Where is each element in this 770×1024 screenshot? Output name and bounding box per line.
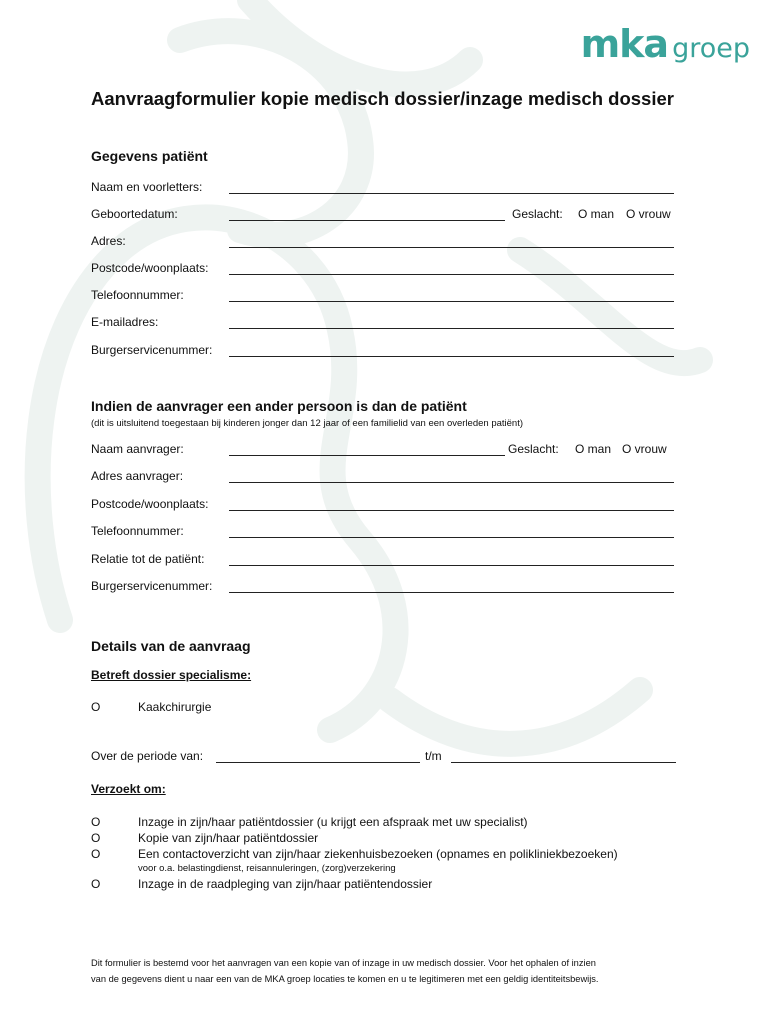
patient-gender-woman-option[interactable]: O vrouw: [626, 207, 671, 221]
label-requester-address: Adres aanvrager:: [91, 469, 184, 483]
logo-mka: mka: [580, 22, 669, 66]
period-to-label: t/m: [425, 749, 442, 763]
requester-gender-man-option[interactable]: O man: [575, 442, 612, 456]
requester-gender-label: Geslacht:: [508, 442, 559, 456]
label-requester-name: Naam aanvrager:: [91, 442, 184, 456]
patient-gender-man-option[interactable]: O man: [578, 207, 615, 221]
input-requester-address[interactable]: [229, 482, 674, 483]
label-patient-bsn: Burgerservicenummer:: [91, 343, 213, 357]
request-option-4-label: Inzage in de raadpleging van zijn/haar patiëntendossier: [138, 877, 433, 891]
input-requester-phone[interactable]: [229, 537, 674, 538]
label-patient-phone: Telefoonnummer:: [91, 288, 184, 302]
label-patient-address: Adres:: [91, 234, 126, 248]
request-option-3-label: Een contactoverzicht van zijn/haar ziekenhuisbezoeken (opnames en polikliniekbezoeken): [138, 847, 618, 861]
requester-gender-woman-option[interactable]: O vrouw: [622, 442, 667, 456]
requester-note: (dit is uitsluitend toegestaan bij kinderen jonger dan 12 jaar of een familielid van een overleden patiënt): [91, 418, 523, 429]
specialism-heading: Betreft dossier specialisme:: [91, 668, 252, 682]
period-label: Over de periode van:: [91, 749, 204, 763]
specialism-option-label: Kaakchirurgie: [138, 700, 212, 714]
input-patient-bsn[interactable]: [229, 356, 674, 357]
label-patient-email: E-mailadres:: [91, 315, 159, 329]
label-patient-name: Naam en voorletters:: [91, 180, 203, 194]
label-requester-relation: Relatie tot de patiënt:: [91, 552, 205, 566]
footer-line-1: Dit formulier is bestemd voor het aanvragen van een kopie van of inzage in uw medisch dossier. Voor het ophalen of inzien: [91, 958, 596, 968]
input-requester-relation[interactable]: [229, 565, 674, 566]
patient-gender-label: Geslacht:: [512, 207, 563, 221]
input-requester-postcode[interactable]: [229, 510, 674, 511]
label-patient-birth: Geboortedatum:: [91, 207, 178, 221]
input-patient-phone[interactable]: [229, 301, 674, 302]
footer-line-2: van de gegevens dient u naar een van de MKA groep locaties te komen en u te legitimeren met een geldig identiteitsbewijs.: [91, 974, 599, 984]
input-patient-postcode[interactable]: [229, 274, 674, 275]
section-patient-heading: Gegevens patiënt: [91, 148, 208, 164]
request-option-2-label: Kopie van zijn/haar patiëntdossier: [138, 831, 319, 845]
section-requester-heading: Indien de aanvrager een ander persoon is dan de patiënt: [91, 398, 467, 414]
input-requester-name[interactable]: [229, 455, 505, 456]
form-title: Aanvraagformulier kopie medisch dossier/inzage medisch dossier: [91, 88, 674, 109]
request-option-1-label: Inzage in zijn/haar patiëntdossier (u krijgt een afspraak met uw specialist): [138, 815, 528, 829]
label-requester-postcode: Postcode/woonplaats:: [91, 497, 209, 511]
input-period-to[interactable]: [451, 762, 676, 763]
logo-groep: groep: [672, 33, 750, 64]
section-details-heading: Details van de aanvraag: [91, 638, 251, 654]
label-requester-phone: Telefoonnummer:: [91, 524, 184, 538]
requests-heading: Verzoekt om:: [91, 782, 166, 796]
input-patient-birth[interactable]: [229, 220, 505, 221]
input-requester-bsn[interactable]: [229, 592, 674, 593]
input-patient-email[interactable]: [229, 328, 674, 329]
request-option-4-mark[interactable]: O: [91, 877, 101, 891]
label-patient-postcode: Postcode/woonplaats:: [91, 261, 209, 275]
request-option-3-note: voor o.a. belastingdienst, reisannuleringen, (zorg)verzekering: [138, 863, 396, 874]
request-option-2-mark[interactable]: O: [91, 831, 101, 845]
label-requester-bsn: Burgerservicenummer:: [91, 579, 213, 593]
footer-note: [91, 955, 691, 987]
input-patient-name[interactable]: [229, 193, 674, 194]
mka-groep-logo: [581, 22, 750, 66]
input-patient-address[interactable]: [229, 247, 674, 248]
input-period-from[interactable]: [216, 762, 420, 763]
request-option-3-mark[interactable]: O: [91, 847, 101, 861]
specialism-option-mark[interactable]: O: [91, 700, 101, 714]
request-option-1-mark[interactable]: O: [91, 815, 101, 829]
